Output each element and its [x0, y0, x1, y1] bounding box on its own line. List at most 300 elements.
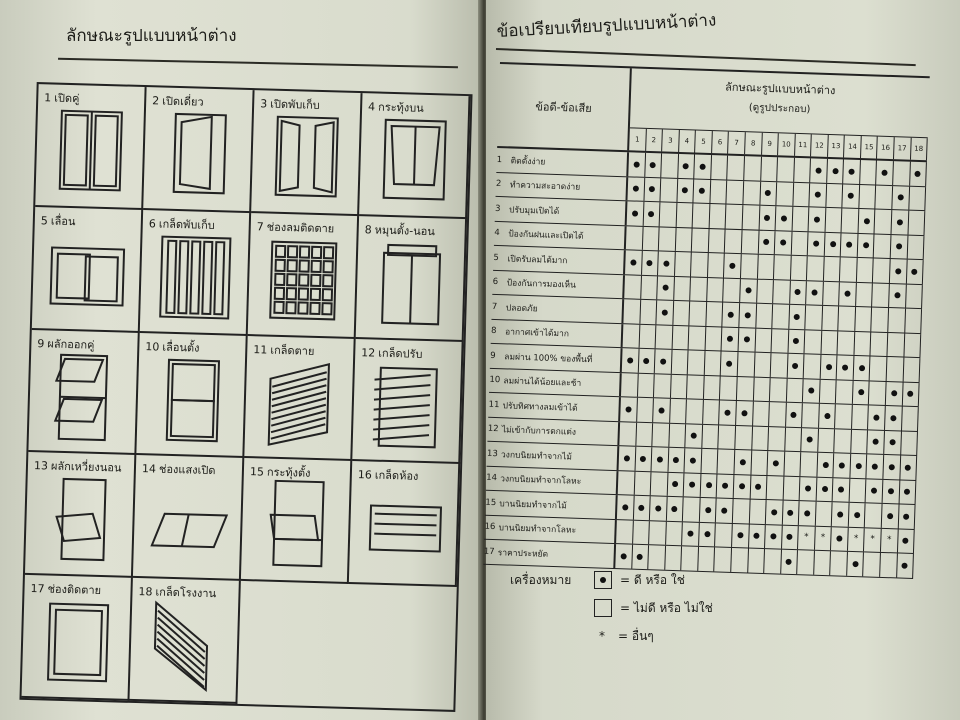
- window-type-cell: [352, 339, 463, 465]
- table-cell: [676, 203, 693, 227]
- table-cell: [669, 423, 686, 447]
- row-number: 7: [491, 301, 498, 312]
- window-type-cell: [28, 330, 139, 456]
- table-cell: [738, 352, 755, 376]
- table-cell: [776, 206, 793, 230]
- dot-mark: [754, 533, 760, 539]
- table-cell: [847, 552, 864, 576]
- row-label: [489, 368, 622, 396]
- table-cell: [702, 424, 719, 448]
- table-cell: [741, 254, 758, 278]
- table-cell: [803, 379, 820, 403]
- filled-dot-box-icon: [594, 571, 612, 589]
- dot-mark: [739, 483, 745, 489]
- window-type-cell: [136, 333, 247, 459]
- table-cell: [875, 210, 892, 234]
- table-cell: [638, 349, 655, 373]
- table-cell: [705, 326, 722, 350]
- table-cell: [743, 205, 760, 229]
- table-cell: [790, 280, 807, 304]
- row-label: [485, 491, 618, 519]
- row-text: ป้องกันฝนและเปิดได้: [508, 229, 584, 243]
- table-cell: [622, 348, 639, 372]
- dot-mark: [896, 243, 902, 249]
- row-number: 14: [486, 473, 498, 484]
- row-number: 11: [488, 399, 500, 410]
- window-type-label: เกล็ดโรงงาน: [155, 585, 217, 601]
- table-cell: [767, 476, 784, 500]
- dot-mark: [905, 464, 911, 470]
- table-cell: [781, 550, 798, 574]
- header-window-types: [629, 68, 930, 160]
- table-cell: [720, 376, 737, 400]
- horizontal-pivot-window-icon: [41, 473, 119, 565]
- adjustable-louver-window-icon: [369, 359, 447, 451]
- window-type-cell: [248, 213, 359, 339]
- table-cell: [703, 400, 720, 424]
- table-cell: [859, 185, 876, 209]
- table-cell: [768, 427, 785, 451]
- casement-double-window-icon: [52, 105, 130, 197]
- table-cell: [735, 426, 752, 450]
- table-cell: [685, 448, 702, 472]
- table-cell: [645, 153, 662, 177]
- table-cell: [860, 160, 877, 184]
- table-cell: [788, 329, 805, 353]
- table-cell: [765, 525, 782, 549]
- table-cell: [883, 479, 900, 503]
- table-cell: [787, 378, 804, 402]
- table-cell: [864, 528, 881, 552]
- dot-mark: [660, 358, 666, 364]
- table-cell: [880, 553, 897, 577]
- table-cell: [737, 377, 754, 401]
- table-cell: [626, 226, 643, 250]
- row-label: [484, 515, 617, 543]
- table-cell: [725, 229, 742, 253]
- table-cell: [889, 284, 906, 308]
- table-cell: [727, 180, 744, 204]
- table-cell: [865, 503, 882, 527]
- column-number: 6: [712, 131, 729, 154]
- dot-mark: [689, 482, 695, 488]
- awning-double-window-icon: [45, 350, 123, 442]
- table-cell: [787, 354, 804, 378]
- table-cell: [704, 375, 721, 399]
- table-cell: [615, 544, 632, 568]
- dot-mark: [727, 336, 733, 342]
- table-cell: [740, 279, 757, 303]
- row-label: [486, 466, 619, 494]
- table-cell: [711, 155, 728, 179]
- table-cell: [774, 255, 791, 279]
- dot-mark: [655, 505, 661, 511]
- window-type-label: ผลักเหวี่ยงนอน: [50, 459, 122, 475]
- row-label: [493, 246, 626, 274]
- table-cell: [761, 157, 778, 181]
- table-cell: [904, 333, 921, 357]
- table-cell: [786, 403, 803, 427]
- table-cell: [710, 180, 727, 204]
- window-type-number: 14: [141, 462, 157, 476]
- table-cell: [908, 211, 925, 235]
- table-header: [497, 62, 930, 162]
- table-cell: [776, 182, 793, 206]
- table-cell: [655, 349, 672, 373]
- dot-mark: [904, 489, 910, 495]
- table-cell: [835, 429, 852, 453]
- table-cell: [677, 178, 694, 202]
- dot-mark: [729, 262, 735, 268]
- row-number: 5: [493, 252, 500, 263]
- table-cell: [868, 405, 885, 429]
- table-cell: [758, 230, 775, 254]
- table-cell: [652, 447, 669, 471]
- table-cell: [855, 307, 872, 331]
- dot-mark: [844, 291, 850, 297]
- table-cell: [700, 498, 717, 522]
- table-cell: [902, 407, 919, 431]
- dot-mark: [632, 210, 638, 216]
- table-cell: [759, 206, 776, 230]
- table-cell: [691, 252, 708, 276]
- dot-mark: [895, 268, 901, 274]
- sliding-window-icon: [48, 227, 126, 319]
- table-cell: [726, 205, 743, 229]
- dot-mark: [821, 486, 827, 492]
- dot-mark: [620, 553, 626, 559]
- dot-mark: [745, 288, 751, 294]
- table-cell: [906, 260, 923, 284]
- window-type-label: กระทุ้งบน: [377, 100, 424, 115]
- table-cell: [638, 373, 655, 397]
- table-cell: [825, 208, 842, 232]
- dot-mark: [704, 531, 710, 537]
- table-cell: [818, 428, 835, 452]
- table-cell: [804, 354, 821, 378]
- star-mark: *: [870, 534, 875, 545]
- dot-mark: [627, 357, 633, 363]
- window-type-number: 3: [260, 97, 268, 111]
- row-number: 8: [490, 326, 497, 337]
- row-label: [487, 442, 620, 470]
- table-cell: [873, 283, 890, 307]
- window-type-number: 16: [357, 468, 373, 482]
- table-cell: [642, 251, 659, 275]
- table-cell: [809, 207, 826, 231]
- table-cell: [701, 449, 718, 473]
- table-cell: [670, 399, 687, 423]
- table-cell: [858, 233, 875, 257]
- row-label: [496, 172, 629, 200]
- table-cell: [667, 497, 684, 521]
- window-type-cell: [133, 455, 244, 581]
- legend-row-other: [510, 622, 713, 650]
- row-text: ลมผ่าน 100% ของพื้นที่: [504, 352, 593, 365]
- row-text: ปลอดภัย: [505, 303, 538, 315]
- table-cell: [836, 380, 853, 404]
- table-cell: [751, 451, 768, 475]
- table-cell: [819, 404, 836, 428]
- header-subtitle: (ดูรูปประกอบ): [748, 102, 811, 116]
- table-cell: [633, 496, 650, 520]
- row-number: 1: [496, 154, 503, 165]
- table-cell: [791, 231, 808, 255]
- window-type-cell: [244, 336, 355, 462]
- table-cell: [882, 504, 899, 528]
- table-cell: [733, 499, 750, 523]
- table-cell: [718, 449, 735, 473]
- right-page: [483, 0, 960, 720]
- dot-mark: [852, 561, 858, 567]
- star-mark: *: [853, 534, 859, 545]
- dot-mark: [662, 285, 668, 291]
- table-cell: [782, 525, 799, 549]
- dot-mark: [744, 336, 750, 342]
- table-cell: [623, 299, 640, 323]
- window-type-number: 4: [367, 100, 376, 114]
- table-cell: [820, 355, 837, 379]
- table-cell: [708, 253, 725, 277]
- table-cell: [898, 529, 915, 553]
- row-text: ทำความสะอาดง่าย: [509, 180, 581, 193]
- table-cell: [827, 159, 844, 183]
- table-cell: [686, 424, 703, 448]
- dot-mark: [814, 216, 820, 222]
- dot-mark: [691, 433, 697, 439]
- column-number: 17: [894, 137, 911, 160]
- row-number: 2: [495, 179, 502, 190]
- table-cell: [793, 182, 810, 206]
- table-cell: [766, 500, 783, 524]
- column-number: 14: [844, 135, 861, 158]
- table-cell: [639, 324, 656, 348]
- table-cell: [744, 156, 761, 180]
- dot-mark: [836, 536, 842, 542]
- table-cell: [661, 153, 678, 177]
- fixed-louver-window-icon: [261, 356, 339, 448]
- row-label: [494, 221, 627, 249]
- dot-mark: [787, 534, 793, 540]
- table-cell: [868, 430, 885, 454]
- table-cell: [619, 422, 636, 446]
- dot-mark: [838, 487, 844, 493]
- table-cell: [683, 497, 700, 521]
- table-cell: [850, 454, 867, 478]
- table-cell: [785, 427, 802, 451]
- dot-mark: [839, 462, 845, 468]
- table-cell: [734, 474, 751, 498]
- column-number: 2: [646, 129, 663, 152]
- window-type-cell: [251, 90, 362, 216]
- dot-mark: [673, 457, 679, 463]
- table-cell: [849, 503, 866, 527]
- dot-mark: [882, 169, 888, 175]
- dot-mark: [811, 290, 817, 296]
- table-cell: [627, 201, 644, 225]
- folding-louver-window-icon: [156, 230, 234, 322]
- table-cell: [769, 402, 786, 426]
- dot-mark: [888, 464, 894, 470]
- table-cell: [687, 375, 704, 399]
- table-cell: [854, 356, 871, 380]
- vertical-sliding-window-icon: [153, 353, 231, 445]
- row-number: 10: [489, 375, 501, 386]
- dot-mark: [672, 481, 678, 487]
- dot-mark: [871, 488, 877, 494]
- table-cell: [753, 402, 770, 426]
- dot-mark: [872, 463, 878, 469]
- table-cell: [654, 374, 671, 398]
- table-cell: [802, 403, 819, 427]
- dot-mark: [741, 410, 747, 416]
- window-type-label: เปิดคู่: [54, 91, 80, 106]
- table-cell: [832, 502, 849, 526]
- table-cell: [693, 203, 710, 227]
- dot-mark: [824, 413, 830, 419]
- table-cell: [627, 177, 644, 201]
- table-cell: [805, 330, 822, 354]
- window-type-cell: [241, 458, 352, 584]
- table-cell: [791, 256, 808, 280]
- table-cell: [667, 472, 684, 496]
- table-cell: [768, 451, 785, 475]
- table-cell: [719, 425, 736, 449]
- table-cell: [684, 473, 701, 497]
- table-cell: [731, 548, 748, 572]
- dot-mark: [755, 484, 761, 490]
- table-cell: [637, 398, 654, 422]
- table-cell: [848, 527, 865, 551]
- table-cell: [732, 523, 749, 547]
- table-cell: [673, 301, 690, 325]
- folding-window-icon: [267, 111, 345, 203]
- row-number: 6: [492, 277, 499, 288]
- table-cell: [873, 259, 890, 283]
- table-cell: [628, 152, 645, 176]
- table-cell: [672, 325, 689, 349]
- table-cell: [661, 178, 678, 202]
- table-cell: [887, 333, 904, 357]
- table-cell: [760, 181, 777, 205]
- table-cell: [789, 305, 806, 329]
- row-text: บานนิยมทำจากโลหะ: [498, 523, 577, 537]
- table-cell: [659, 227, 676, 251]
- row-label: [495, 197, 628, 225]
- table-cell: [692, 228, 709, 252]
- window-type-label: เปิดพับเก็บ: [270, 97, 320, 112]
- table-cell: [624, 275, 641, 299]
- row-label: [491, 319, 624, 347]
- window-type-cell: [349, 461, 460, 587]
- table-cell: [784, 452, 801, 476]
- dot-mark: [826, 364, 832, 370]
- window-type-label: เกล็ดห้อง: [374, 469, 419, 484]
- dot-mark: [912, 269, 918, 275]
- table-cell: [843, 159, 860, 183]
- dot-mark: [744, 312, 750, 318]
- dot-mark: [622, 504, 628, 510]
- window-type-number: 8: [364, 223, 372, 237]
- legend-text-other: = อื่นๆ: [618, 628, 654, 643]
- dot-mark: [650, 162, 656, 168]
- table-cell: [835, 404, 852, 428]
- legend-row-good: [510, 566, 713, 594]
- dot-mark: [793, 338, 799, 344]
- table-cell: [701, 473, 718, 497]
- dot-mark: [897, 195, 903, 201]
- table-cell: [625, 250, 642, 274]
- dot-mark: [722, 483, 728, 489]
- header-pros-cons: ข้อดี-ข้อเสีย: [497, 64, 632, 150]
- column-number: 9: [762, 133, 779, 156]
- window-type-cell: [129, 578, 240, 704]
- dot-mark: [682, 187, 688, 193]
- legend-text-bad: = ไม่ดี หรือ ไม่ใช่: [620, 600, 713, 615]
- table-cell: [808, 232, 825, 256]
- table-cell: [871, 332, 888, 356]
- row-text: วงกบนิยมทำจากไม้: [500, 450, 573, 463]
- table-cell: [810, 183, 827, 207]
- table-cell: [897, 553, 914, 577]
- table-cell: [754, 353, 771, 377]
- dot-mark: [771, 509, 777, 515]
- dot-mark: [804, 510, 810, 516]
- table-cell: [866, 479, 883, 503]
- legend-title: เครื่องหมาย: [510, 572, 572, 587]
- window-type-number: 13: [33, 459, 49, 473]
- row-text: บานนิยมทำจากไม้: [499, 498, 568, 512]
- table-cell: [734, 450, 751, 474]
- table-cell: [757, 279, 774, 303]
- left-title-rule: [58, 58, 458, 68]
- table-cell: [816, 502, 833, 526]
- column-number: 1: [629, 128, 646, 151]
- row-text: อากาศเข้าได้มาก: [504, 327, 570, 340]
- table-cell: [770, 378, 787, 402]
- table-cell: [867, 454, 884, 478]
- table-cell: [743, 181, 760, 205]
- dot-mark: [765, 190, 771, 196]
- table-cell: [887, 357, 904, 381]
- window-type-label: ช่องลมติดตาย: [266, 220, 335, 236]
- dot-mark: [725, 409, 731, 415]
- table-cell: [709, 204, 726, 228]
- table-cell: [709, 229, 726, 253]
- dot-mark: [815, 167, 821, 173]
- table-cell: [706, 302, 723, 326]
- table-cell: [633, 520, 650, 544]
- dot-mark: [690, 457, 696, 463]
- dot-mark: [637, 554, 643, 560]
- row-label: [487, 417, 620, 445]
- dot-mark: [781, 215, 787, 221]
- table-cell: [864, 552, 881, 576]
- table-cell: [905, 309, 922, 333]
- window-type-number: 15: [249, 465, 265, 479]
- dot-mark: [859, 365, 865, 371]
- window-type-label: ช่องติดตาย: [47, 582, 102, 598]
- table-cell: [689, 326, 706, 350]
- table-cell: [658, 251, 675, 275]
- dot-mark: [647, 260, 653, 266]
- table-cell: [857, 258, 874, 282]
- star-mark: *: [803, 532, 809, 543]
- table-cell: [641, 275, 658, 299]
- column-number: 3: [662, 129, 679, 152]
- table-cell: [644, 177, 661, 201]
- window-type-label: เกล็ดตาย: [270, 343, 315, 358]
